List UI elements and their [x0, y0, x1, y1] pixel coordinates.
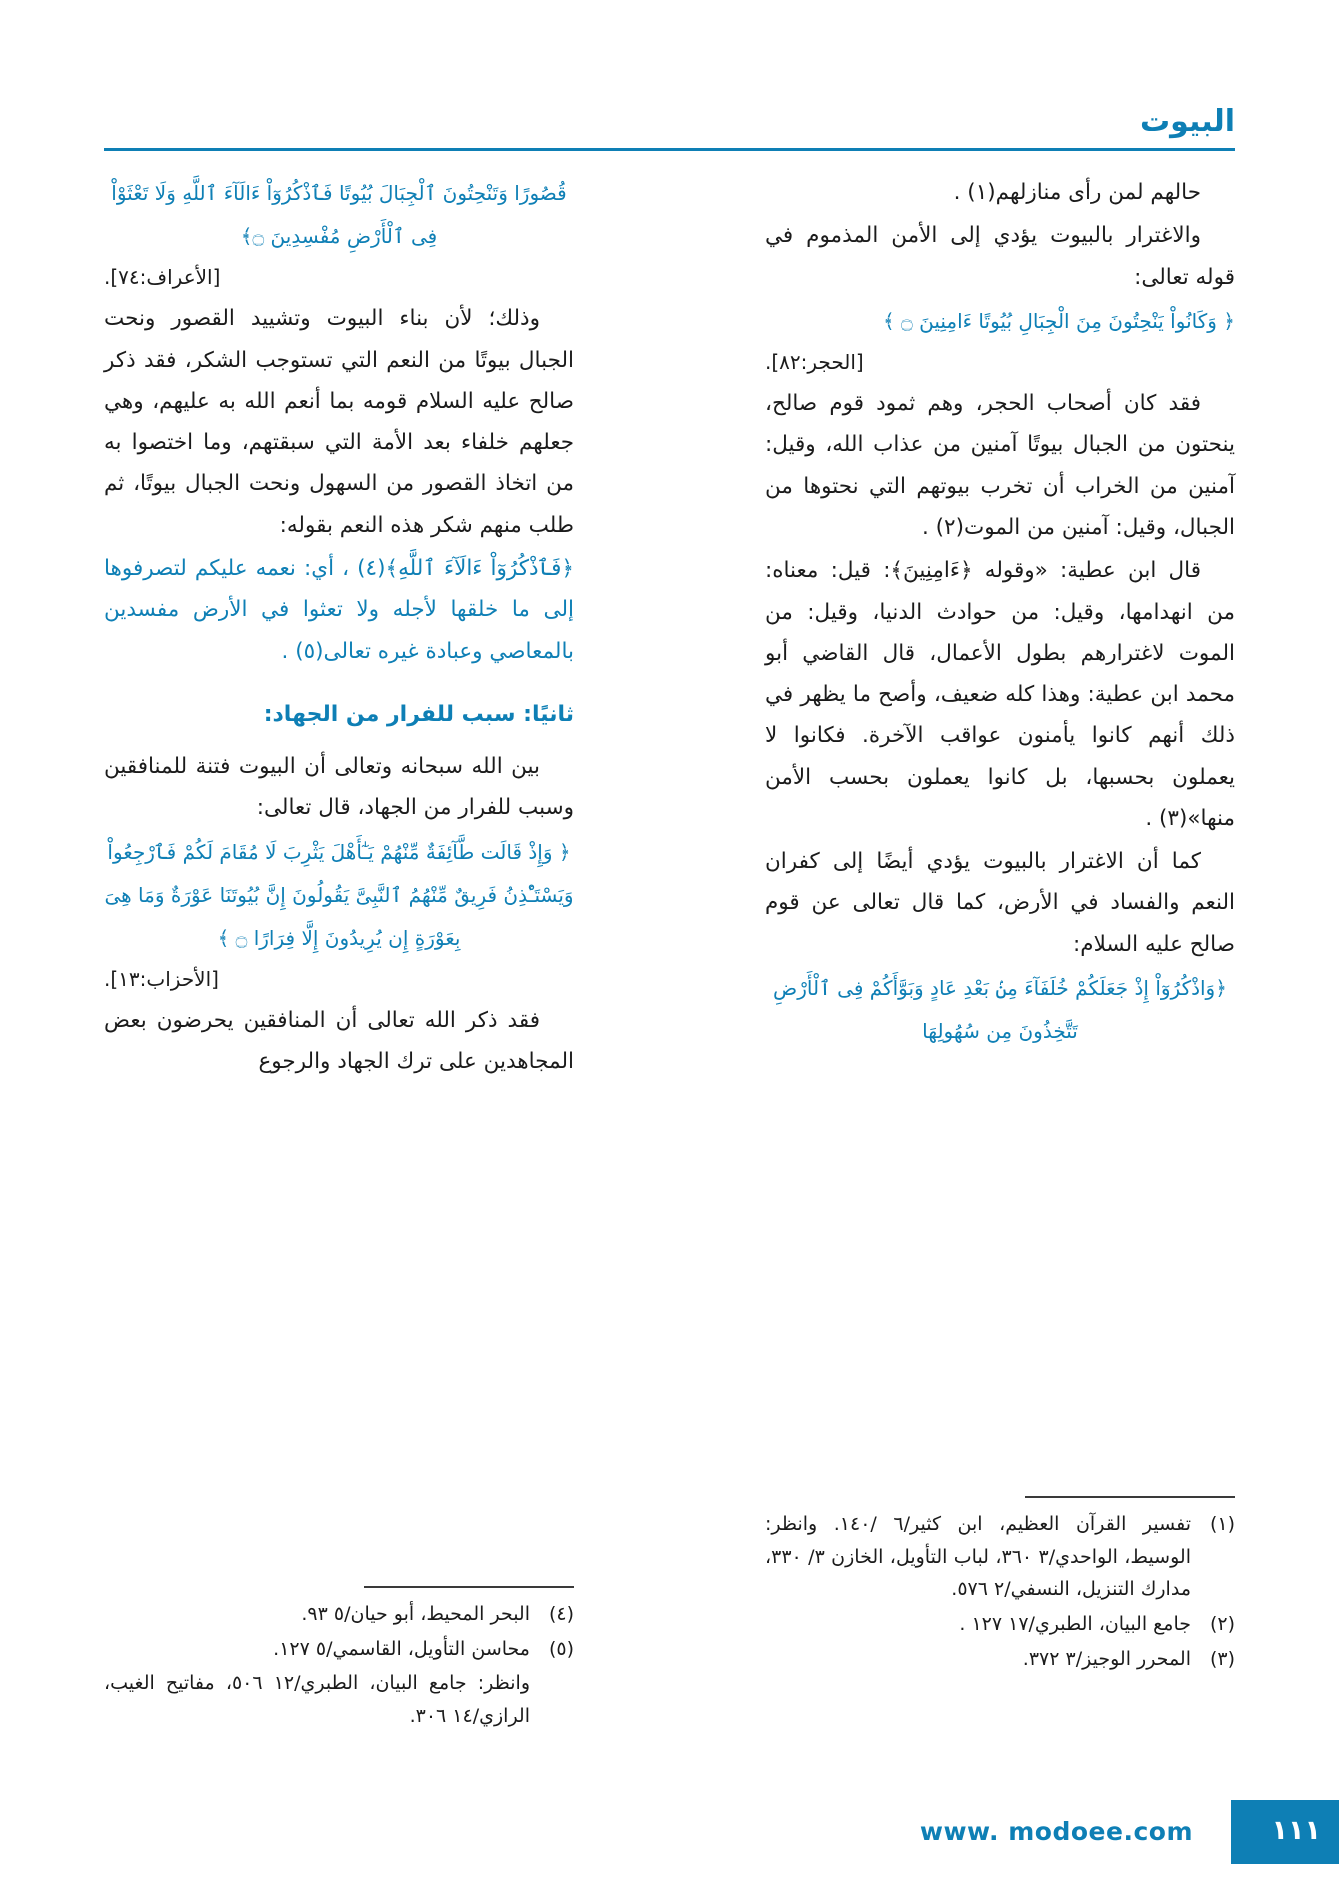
page-number: ١١١ [1271, 1815, 1321, 1846]
footnote-item [104, 1598, 574, 1631]
quran-verse: ﴿وَاذْكُرُوٓاْ إِذْ جَعَلَكُمْ خُلَفَآءَ مِنۢ بَعْدِ عَادٍ وَبَوَّأَكُمْ فِى ٱلْأَرْضِ تَتَّخِذُونَ مِن سُهُولِهَا [773, 975, 1227, 1043]
footnote-text: البحر المحيط، أبو حيان/٥ ٩٣. [301, 1603, 530, 1625]
footnote-item [104, 1667, 574, 1732]
footnote-number: (٢) [1209, 1613, 1235, 1636]
quran-inline-quote: ﴿فَٱذْكُرُوٓاْ ءَالَآءَ ٱللَّهِ﴾(٤) ، أي: نعمه عليكم لتصرفوها إلى ما خلقها لأجله ولا تعثوا في الأرض مفسدين بالمعاصي وعبادة غيره تعالى(٥) . [104, 555, 574, 664]
paragraph: كما أن الاغترار بالبيوت يؤدي أيضًا إلى كفران النعم والفساد في الأرض، كما قال تعالى عن قوم صالح عليه السلام: [765, 849, 1235, 957]
footnotes-right [765, 1496, 1235, 1677]
verse-reference: [الحجر:٨٢]. [765, 349, 864, 374]
paragraph: حالهم لمن رأى منازلهم(١) . [953, 180, 1201, 205]
left-text-column [104, 172, 574, 1084]
paragraph: وذلك؛ لأن بناء البيوت وتشييد القصور ونحت الجبال بيوتًا من النعم التي تستوجب الشكر، فقد ذكر صالح عليه السلام قومه بما أنعم الله به عليهم، وهي جعلهم خلفاء بعد الأمة التي سبقتهم، وما اختصوا به من اتخاذ القصور من السهول ونحت الجبال بيوتًا، ثم طلب منهم شكر هذه النعم بقوله: [104, 306, 574, 538]
quran-verse: قُصُورًا وَتَنْحِتُونَ ٱلْجِبَالَ بُيُوتًا فَٱذْكُرُوٓاْ ءَالَآءَ ٱللَّهِ وَلَا تَعْثَوْاْ فِى ٱلْأَرْضِ مُفْسِدِينَ ۝﴾ [111, 181, 567, 248]
footnotes-left [104, 1586, 574, 1735]
footnote-number: (٥) [548, 1637, 574, 1660]
footnote-item [765, 1608, 1235, 1641]
quran-verse: ﴿ وَإِذْ قَالَت طَّآئِفَةٌ مِّنْهُمْ يَـٰٓأَهْلَ يَثْرِبَ لَا مُقَامَ لَكُمْ فَٱرْجِعُواْ وَيَسْتَـْٔذِنُ فَرِيقٌ مِّنْهُمُ ٱلنَّبِىَّ يَقُولُونَ إِنَّ بُيُوتَنَا عَوْرَةٌ وَمَا هِىَ بِعَوْرَةٍ إِن يُرِيدُونَ إِلَّا فِرَارًا ۝ ﴾ [104, 839, 574, 950]
footnote-number: (٣) [1209, 1647, 1235, 1670]
footnote-divider [364, 1586, 574, 1588]
footnote-number: (٤) [548, 1603, 574, 1625]
footnote-item [765, 1643, 1235, 1676]
footnote-text: وانظر: جامع البيان، الطبري/١٢ ٥٠٦، مفاتيح الغيب، الرازي/١٤ ٣٠٦. [104, 1672, 530, 1728]
header-divider [104, 148, 1235, 151]
verse-reference: [الأحزاب:١٣]. [104, 966, 219, 991]
paragraph: فقد كان أصحاب الحجر، وهم ثمود قوم صالح، ينحتون من الجبال بيوتًا آمنين من عذاب الله، وقيل: آمنين من الخراب أن تخرب بيوتهم التي نحتوها من الجبال، وقيل: آمنين من الموت(٢) . [765, 391, 1235, 540]
page-title: البيوت [1140, 104, 1235, 139]
verse-reference: [الأعراف:٧٤]. [104, 265, 221, 289]
footnote-text: تفسير القرآن العظيم، ابن كثير/٦ /١٤٠. وانظر: الوسيط، الواحدي/٣ ٣٦٠، لباب التأويل، الخازن ٣/ ٣٣٠، مدارك التنزيل، النسفي/٢ ٥٧٦. [765, 1513, 1191, 1601]
paragraph: فقد ذكر الله تعالى أن المنافقين يحرضون بعض المجاهدين على ترك الجهاد والرجوع [104, 1007, 574, 1075]
paragraph: بين الله سبحانه وتعالى أن البيوت فتنة للمنافقين وسبب للفرار من الجهاد، قال تعالى: [104, 754, 574, 821]
footnote-divider [1025, 1496, 1235, 1498]
footnote-number [540, 1667, 574, 1732]
footnote-text: جامع البيان، الطبري/١٧ ١٢٧ . [959, 1613, 1191, 1636]
footnote-item [104, 1633, 574, 1666]
footnote-item [765, 1508, 1235, 1606]
paragraph: والاغترار بالبيوت يؤدي إلى الأمن المذموم في قوله تعالى: [765, 223, 1235, 290]
footnote-text: محاسن التأويل، القاسمي/٥ ١٢٧. [273, 1637, 530, 1660]
paragraph: قال ابن عطية: «وقوله ﴿ءَامِنِينَ﴾: قيل: معناه: من انهدامها، وقيل: من حوادث الدنيا، وقيل: من الموت لاغترارهم بطول الأعمال، قال القاضي أبو محمد ابن عطية: وهذا كله ضعيف، وأصح ما يظهر في ذلك أنهم كانوا يأمنون عواقب الآخرة. فكانوا لا يعملون بحسبها، بل كانوا يعملون بحسب الأمن منها»(٣) . [765, 558, 1235, 831]
page-footer [0, 1794, 1339, 1890]
footnote-text: المحرر الوجيز/٣ ٣٧٢. [1022, 1647, 1191, 1670]
footnote-number: (١) [1209, 1513, 1235, 1535]
website-url[interactable]: www. modoee.com [919, 1817, 1193, 1846]
section-subheading: ثانيًا: سبب للفرار من الجهاد: [263, 701, 574, 727]
page-header [104, 104, 1235, 156]
right-text-column [765, 172, 1235, 1055]
quran-verse: ﴿ وَكَانُواْ يَنْحِتُونَ مِنَ الْجِبَالِ بُيُوتًا ءَامِنِينَ ۝ ﴾ [882, 308, 1235, 333]
